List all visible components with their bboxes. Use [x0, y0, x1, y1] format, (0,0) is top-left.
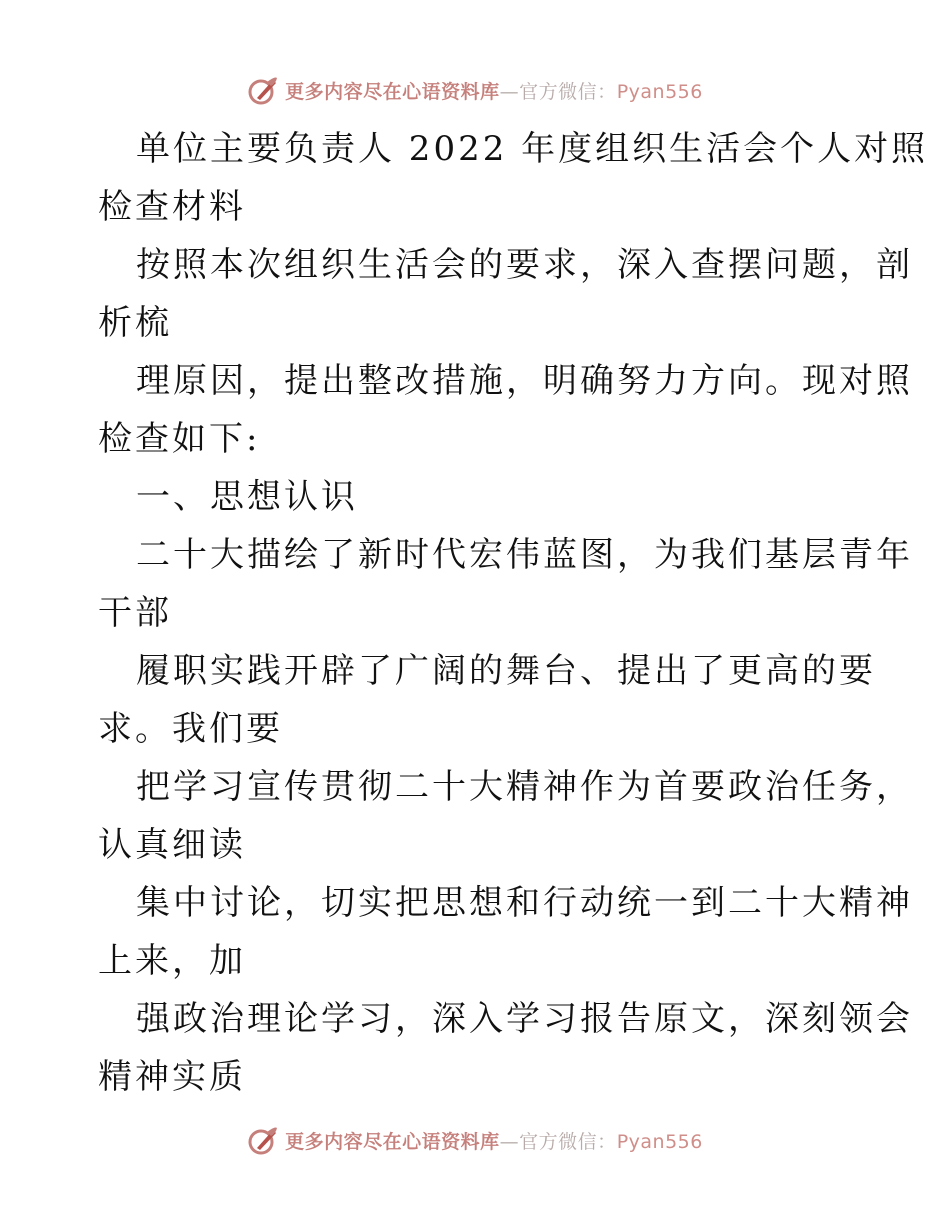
- watermark-text: 更多内容尽在心语资料库—官方微信：Pyan556: [285, 1130, 703, 1153]
- watermark-text: 更多内容尽在心语资料库—官方微信：Pyan556: [285, 80, 703, 103]
- text-line: 检查如下:: [98, 419, 261, 459]
- text-line: 集中讨论，切实把思想和行动统一到二十大精神: [136, 883, 913, 923]
- text-line: 单位主要负责人 2022 年度组织生活会个人对照: [136, 129, 929, 169]
- text-line: 求。我们要: [98, 709, 283, 749]
- text-line: 干部: [98, 593, 172, 633]
- watermark-header: [0, 70, 950, 110]
- text-line: 按照本次组织生活会的要求，深入查摆问题，剖: [136, 245, 913, 285]
- section-heading: 一、思想认识: [136, 477, 358, 517]
- quill-circle-icon: [247, 1124, 279, 1156]
- text-line: 检查材料: [98, 187, 246, 227]
- text-line: 精神实质: [98, 1057, 246, 1097]
- text-line: 强政治理论学习，深入学习报告原文，深刻领会: [136, 999, 913, 1039]
- text-line: 上来，加: [98, 941, 246, 981]
- watermark-footer: [0, 1120, 950, 1160]
- text-line: 析梳: [98, 303, 172, 343]
- document-body: [98, 120, 929, 1106]
- text-line: 把学习宣传贯彻二十大精神作为首要政治任务，: [136, 767, 913, 807]
- text-line: 理原因，提出整改措施，明确努力方向。现对照: [136, 361, 913, 401]
- text-line: 履职实践开辟了广阔的舞台、提出了更高的要: [136, 651, 876, 691]
- quill-circle-icon: [247, 74, 279, 106]
- text-line: 认真细读: [98, 825, 246, 865]
- text-line: 二十大描绘了新时代宏伟蓝图，为我们基层青年: [136, 535, 913, 575]
